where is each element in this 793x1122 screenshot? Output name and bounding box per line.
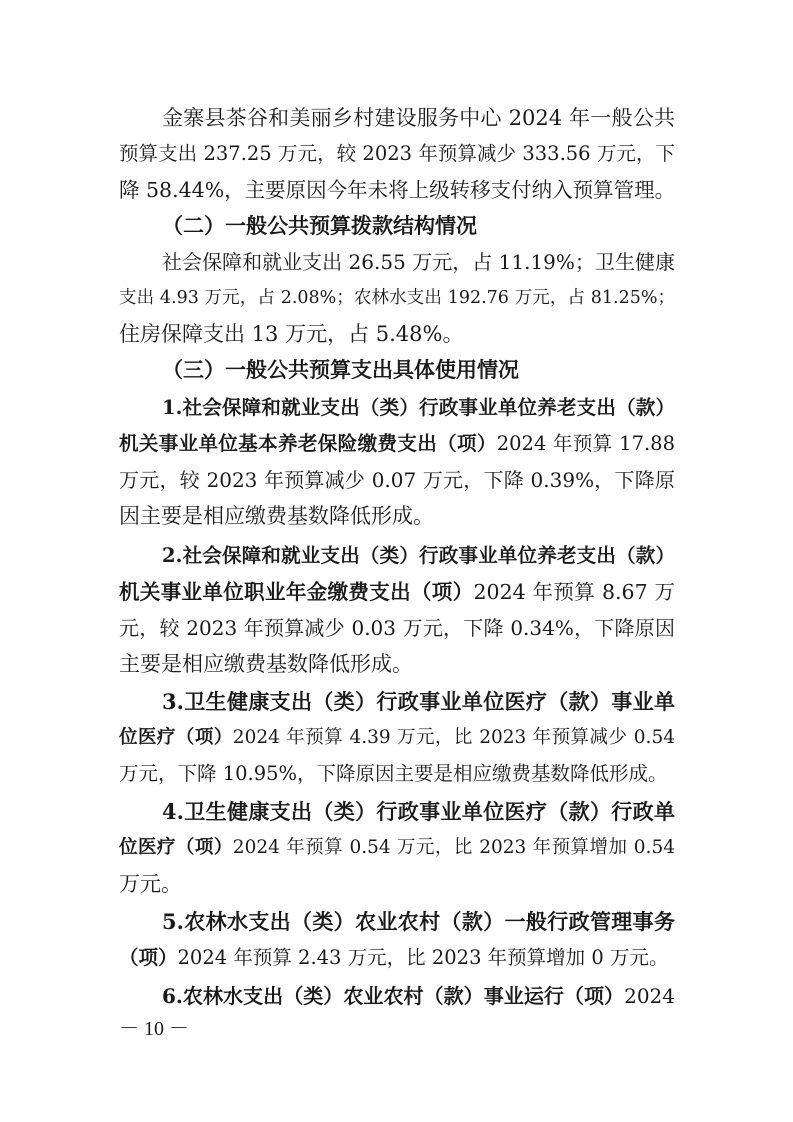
- bold-run: 位医疗（项）: [119, 837, 233, 858]
- paragraph-line: [119, 866, 675, 902]
- text-run: 预算支出 237.25 万元，较 2023 年预算减少 333.56 万元，下: [119, 142, 675, 165]
- text-run: 万元。: [119, 872, 182, 896]
- text-run: 2024 年预算 2.43 万元，比 2023 年预算增加 0 万元。: [177, 946, 669, 969]
- paragraph-line: [119, 610, 675, 646]
- text-run: 支出 4.93 万元，占 2.08%；农林水支出 192.76 万元，占 81.25%；: [119, 288, 675, 308]
- text-run: 万元，较 2023 年预算减少 0.07 万元，下降 0.39%，下降原: [119, 468, 675, 492]
- paragraph-line: [119, 462, 675, 498]
- paragraph-line: [162, 904, 675, 940]
- paragraph-line: [119, 756, 675, 792]
- paragraph-line: [119, 280, 675, 316]
- paragraph-line: [119, 426, 675, 462]
- bold-run: （三）一般公共预算支出具体使用情况: [162, 357, 519, 382]
- paragraph-line: [119, 940, 675, 976]
- text-run: 因主要是相应缴费基数降低形成。: [119, 504, 434, 528]
- paragraph-line: [162, 100, 675, 136]
- text-run: 2024 年预算 0.54 万元，比 2023 年预算增加 0.54: [232, 837, 675, 858]
- bold-run: 机关事业单位基本养老保险缴费支出（项）: [119, 432, 497, 455]
- paragraph-line: [162, 978, 675, 1014]
- paragraph-line: [119, 136, 675, 172]
- paragraph-line: [162, 794, 675, 830]
- bold-run: （项）: [119, 946, 178, 969]
- text-run: 社会保障和就业支出 26.55 万元，占 11.19%；卫生健康: [162, 250, 675, 274]
- bold-run: 4.卫生健康支出（类）行政事业单位医疗（款）行政单: [162, 799, 675, 824]
- section-heading: [162, 208, 675, 244]
- bold-run: 5.农林水支出（类）农业农村（款）一般行政管理事务: [162, 909, 675, 934]
- text-run: 2024 年预算 4.39 万元，比 2023 年预算减少 0.54: [232, 727, 675, 748]
- text-run: 2024: [624, 984, 675, 1008]
- text-run: 金寨县茶谷和美丽乡村建设服务中心 2024 年一般公共: [162, 106, 675, 130]
- bold-run: 3.卫生健康支出（类）行政事业单位医疗（款）事业单: [162, 689, 675, 714]
- text-run: 2024 年预算 17.88: [496, 432, 675, 455]
- bold-run: 6.农林水支出（类）农业农村（款）事业运行（项）: [162, 984, 625, 1008]
- text-run: 住房保障支出 13 万元，占 5.48%。: [119, 322, 464, 346]
- text-run: 2024 年预算 8.67 万: [473, 580, 675, 604]
- text-run: 降 58.44%，主要原因今年未将上级转移支付纳入预算管理。: [119, 178, 675, 202]
- paragraph-line: [119, 498, 675, 534]
- paragraph-line: [119, 646, 675, 682]
- paragraph-line: [162, 538, 675, 574]
- text-run: 元，较 2023 年预算减少 0.03 万元，下降 0.34%，下降原因: [119, 616, 675, 640]
- bold-run: 位医疗（项）: [119, 727, 233, 748]
- bold-run: （二）一般公共预算拨款结构情况: [162, 213, 477, 238]
- bold-run: 1.社会保障和就业支出（类）行政事业单位养老支出（款）: [162, 396, 675, 419]
- bold-run: 机关事业单位职业年金缴费支出（项）: [119, 580, 474, 604]
- bold-run: 2.社会保障和就业支出（类）行政事业单位养老支出（款）: [162, 544, 675, 567]
- paragraph-line: [162, 390, 675, 426]
- text-run: 主要是相应缴费基数降低形成。: [119, 652, 413, 676]
- paragraph-line: [162, 244, 675, 280]
- paragraph-line: [119, 830, 675, 866]
- section-heading: [162, 352, 675, 388]
- paragraph-line: [119, 172, 675, 208]
- paragraph-line: [162, 684, 675, 720]
- page-number: － 10 －: [119, 1018, 189, 1040]
- paragraph-line: [119, 316, 675, 352]
- paragraph-line: [119, 574, 675, 610]
- text-run: 万元，下降 10.95%，下降原因主要是相应缴费基数降低形成。: [119, 762, 668, 785]
- paragraph-line: [119, 720, 675, 756]
